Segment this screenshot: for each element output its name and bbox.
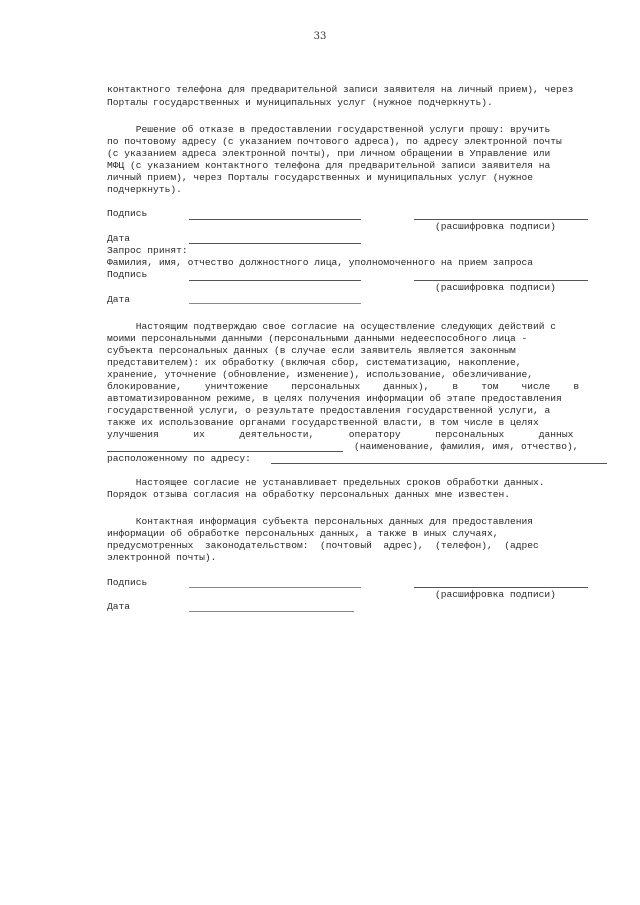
consent-line-9: также их использование органами государственной власти, в том числе в целях xyxy=(107,417,539,428)
date-label: Дата xyxy=(107,233,131,244)
official-date-line xyxy=(189,303,361,304)
final-signature-line xyxy=(189,587,361,588)
consent-line-6: блокирование, уничтожение персональных данных), в том числе в xyxy=(107,381,580,392)
refusal-line-5: личный прием), через Порталы государственных и муниципальных услуг (нужное xyxy=(107,172,534,183)
consent-line-2: моими персональными данными (персональными данными недееспособного лица - xyxy=(107,333,528,344)
address-line xyxy=(271,463,607,464)
refusal-line-4: МФЦ (с указанием контактного телефона для предварительной записи заявителя на xyxy=(107,160,551,171)
operator-caption: (наименование, фамилия, имя, отчество), xyxy=(354,441,579,452)
contact-line-1: Контактная информация субъекта персональных данных для предоставления xyxy=(107,516,534,527)
consent-line-3: субъекта персональных данных (в случае если заявитель является законным xyxy=(107,345,516,356)
refusal-line-6: подчеркнуть). xyxy=(107,184,182,195)
intro-line-2: Порталы государственных и муниципальных услуг (нужное подчеркнуть). xyxy=(107,97,493,108)
final-date-label: Дата xyxy=(107,601,131,612)
final-decode-caption: (расшифровка подписи) xyxy=(435,589,556,600)
request-accepted-label: Запрос принят: xyxy=(107,245,188,256)
contact-line-4: электронной почты). xyxy=(107,552,217,563)
located-label: расположенному по адресу: xyxy=(107,453,251,464)
official-decode-line xyxy=(414,280,588,281)
consent-line-8: государственной услуги, о результате предоставления государственной услуги, а xyxy=(107,405,551,416)
decode-line xyxy=(414,219,588,220)
official-signature-label: Подпись xyxy=(107,269,148,280)
final-decode-line xyxy=(414,587,588,588)
consent-line-4: представителем): их обработку (включая сбор, систематизацию, накопление, xyxy=(107,357,522,368)
refusal-line-3: (с указанием адреса электронной почты), при личном обращении в Управление или xyxy=(107,148,551,159)
official-date-label: Дата xyxy=(107,294,131,305)
page-number: 33 xyxy=(313,31,327,42)
signature-label: Подпись xyxy=(107,208,148,219)
refusal-line-1: Решение об отказе в предоставлении государственной услуги прошу: вручить xyxy=(107,124,551,135)
intro-line-1: контактного телефона для предварительной записи заявителя на личный прием), через xyxy=(107,84,574,95)
official-signature-line xyxy=(189,280,361,281)
consent-line-1: Настоящим подтверждаю свое согласие на осуществление следующих действий с xyxy=(107,321,557,332)
consent-line-5: хранение, уточнение (обновление, изменение), использование, обезличивание, xyxy=(107,369,534,380)
final-date-line xyxy=(189,611,354,612)
consent-line-7: автоматизированном режиме, в целях получения информации об этапе предоставления xyxy=(107,393,562,404)
decode-caption: (расшифровка подписи) xyxy=(435,221,556,232)
term-line-1: Настоящее согласие не устанавливает предельных сроков обработки данных. xyxy=(107,477,545,488)
consent-line-10: улучшения их деятельности, оператору персональных данных xyxy=(107,429,574,440)
term-line-2: Порядок отзыва согласия на обработку персональных данных мне известен. xyxy=(107,489,511,500)
contact-line-2: информации об обработке персональных данных, а также в иных случаях, xyxy=(107,528,499,539)
contact-line-3: предусмотренных законодательством: (почтовый адрес), (телефон), (адрес xyxy=(107,540,539,551)
official-decode-caption: (расшифровка подписи) xyxy=(435,282,556,293)
operator-line xyxy=(107,451,343,452)
date-line xyxy=(189,243,361,244)
final-signature-label: Подпись xyxy=(107,577,148,588)
signature-line xyxy=(189,219,361,220)
official-fio-label: Фамилия, имя, отчество должностного лица, уполномоченного на прием запроса xyxy=(107,257,534,268)
refusal-line-2: по почтовому адресу (с указанием почтового адреса), по адресу электронной почты xyxy=(107,136,562,147)
